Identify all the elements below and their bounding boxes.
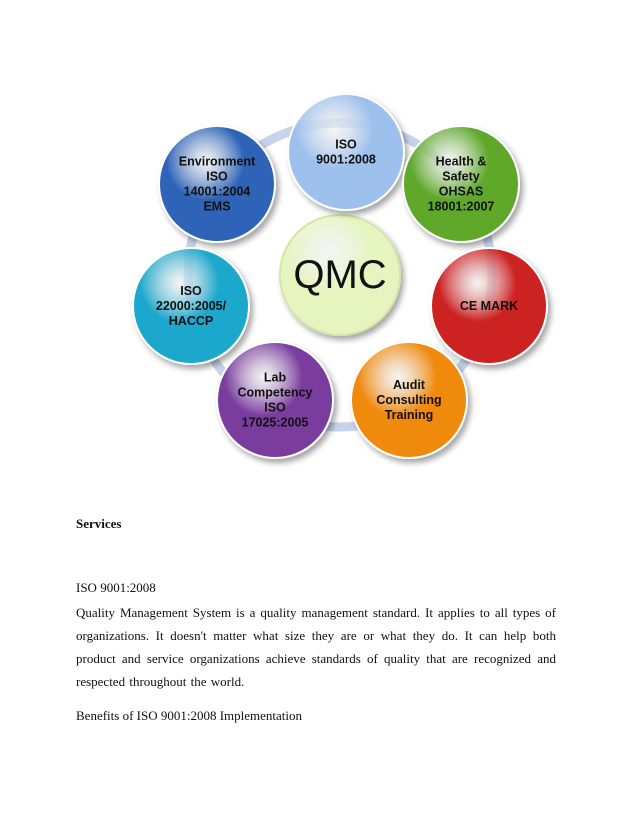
service-node: [351, 342, 467, 458]
center-label: QMC: [293, 253, 387, 297]
service-node-label: Environment ISO 14001:2004 EMS: [178, 154, 256, 214]
benefits-heading: Benefits of ISO 9001:2008 Implementation: [76, 708, 303, 723]
service-node: [288, 94, 404, 210]
service-node-label: Health & Safety OHSAS 18001:2007: [427, 154, 495, 214]
service-node-label: CE MARK: [459, 299, 519, 313]
service-node-label: ISO 22000:2005/ HACCP: [155, 284, 227, 328]
service-node: [159, 126, 275, 242]
service-node: [133, 248, 249, 364]
services-heading: Services: [76, 516, 122, 531]
service-node: [431, 248, 547, 364]
service-node: [403, 126, 519, 242]
service-node: [217, 342, 333, 458]
service-node-label: Audit Consulting Training: [376, 378, 442, 422]
qms-description-paragraph: Quality Management System is a quality management standard. It applies to all types of organizations. It doesn't matter what size they are or what they do. It can help both product and service organizations achieve standards of quality that are recognized and respected throughout the world.: [76, 605, 556, 689]
iso-9001-subheading: ISO 9001:2008: [76, 580, 156, 595]
center-qmc-circle: [280, 215, 400, 335]
service-node-label: ISO 9001:2008: [316, 137, 376, 167]
service-node-label: Lab Competency ISO 17025:2005: [237, 370, 313, 430]
